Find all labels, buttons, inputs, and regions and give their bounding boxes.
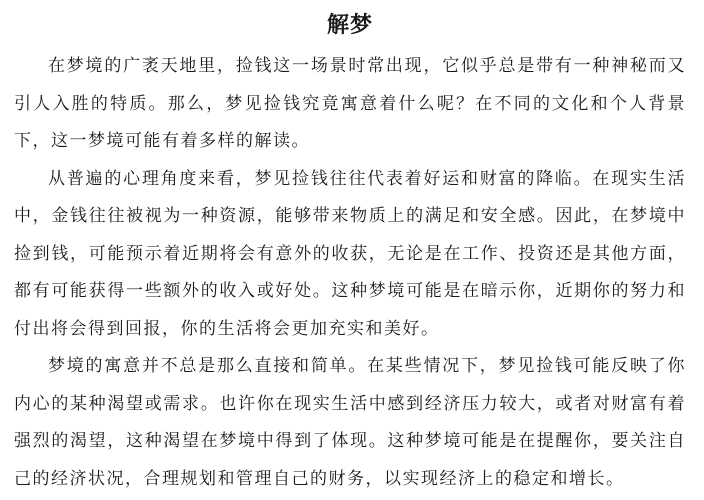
paragraph-1: 在梦境的广袤天地里，捡钱这一场景时常出现，它似乎总是带有一种神秘而又引人入胜的特质。那么，梦见捡钱究竟寓意着什么呢？在不同的文化和个人背景下，这一梦境可能有着多样的解读。 (14, 56, 686, 151)
paragraph-3: 梦境的寓意并不总是那么直接和简单。在某些情况下，梦见捡钱可能反映了你内心的某种渴望或需求。也许你在现实生活中感到经济压力较大，或者对财富有着强烈的渴望，这种渴望在梦境中得到了体现。这种梦境可能是在提醒你，要关注自己的经济状况，合理规划和管理自己的财务，以实现经济上的稳定和增长。 (14, 356, 686, 489)
paragraph-2: 从普遍的心理角度来看，梦见捡钱往往代表着好运和财富的降临。在现实生活中，金钱往往被视为一种资源，能够带来物质上的满足和安全感。因此，在梦境中捡到钱，可能预示着近期将会有意外的收获，无论是在工作、投资还是其他方面，都有可能获得一些额外的收入或好处。这种梦境可能是在暗示你，近期你的努力和付出将会得到回报，你的生活将会更加充实和美好。 (14, 168, 686, 339)
document-title: 解梦 (326, 12, 373, 38)
